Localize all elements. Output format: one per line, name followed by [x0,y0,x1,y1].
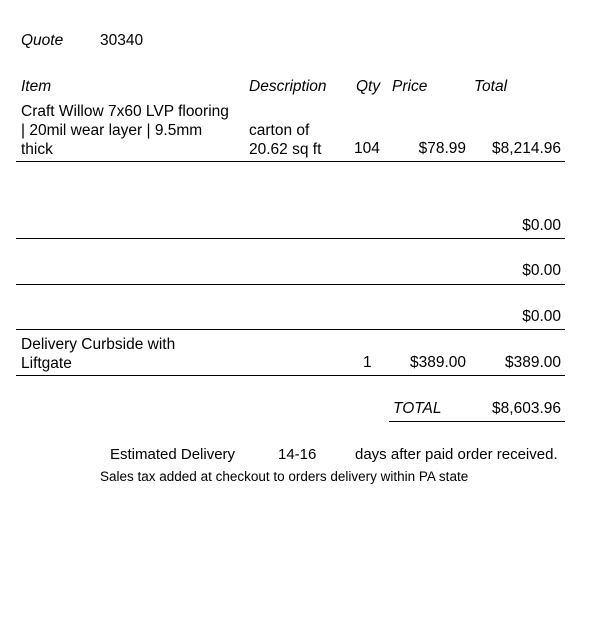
grand-total-value: $8,603.96 [492,400,561,417]
column-header-total: Total [474,78,508,95]
quote-number: 30340 [100,32,144,49]
grand-total-label: TOTAL [393,400,442,417]
row-4-divider [16,329,565,330]
row-1-item-line-2: | 20mil wear layer | 9.5mm [21,122,203,139]
row-1-description-line-1: carton of [249,122,310,139]
column-header-price: Price [392,78,428,95]
row-1-item-line-3: thick [21,141,53,158]
row-4-total: $0.00 [522,308,561,325]
column-header-qty: Qty [356,78,381,95]
row-5-total: $389.00 [504,354,561,371]
column-header-item: Item [21,78,52,95]
row-1-item-line-1: Craft Willow 7x60 LVP flooring [21,103,229,120]
quote-label: Quote [21,32,64,49]
row-3-total: $0.00 [522,262,561,279]
delivery-suffix: days after paid order received. [355,446,558,463]
grand-total-divider [389,421,565,422]
row-1-item [21,102,246,159]
row-1-description [249,121,321,159]
row-1-price: $78.99 [418,140,466,157]
row-1-total: $8,214.96 [492,140,561,157]
delivery-days: 14-16 [278,446,317,463]
tax-note: Sales tax added at checkout to orders delivery within PA state [100,469,469,484]
row-1-divider [16,161,565,162]
row-1-qty: 104 [354,140,380,157]
row-2-divider [16,238,565,239]
row-3-divider [16,284,565,285]
row-5-divider [16,375,565,376]
row-5-item-line-1: Delivery Curbside with [21,336,176,353]
column-header-description: Description [249,78,327,95]
row-2-total: $0.00 [522,217,561,234]
row-5-item [21,335,175,373]
row-1-description-line-2: 20.62 sq ft [249,141,322,158]
delivery-label: Estimated Delivery [110,446,236,463]
row-5-price: $389.00 [409,354,466,371]
row-5-qty: 1 [363,354,372,371]
row-5-item-line-2: Liftgate [21,355,72,372]
